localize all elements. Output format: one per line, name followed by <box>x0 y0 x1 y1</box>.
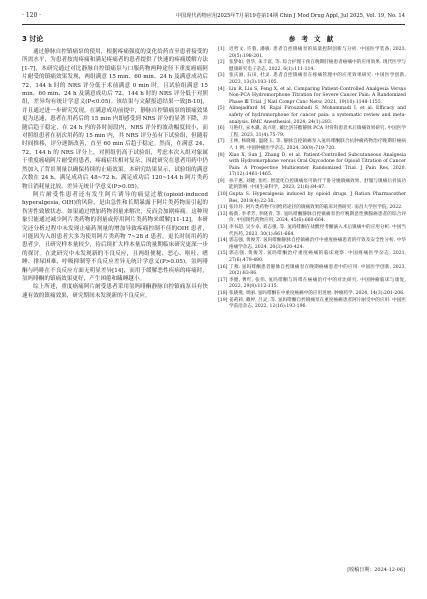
reference-text: 孙千惠, 刘婕, 张红. 智能化自控镇痛泵可助疗于卧分娩镇痛效果、舒服与镇痛后骨质功能的影响. 中国生命科学，2023, 21(6):84-87. <box>229 178 406 191</box>
reference-number: [4] <box>218 86 225 92</box>
reference-text: 张庆丽, 石田, 杜灵. 患者自控镇痛泵在疼痛管理中的应用效果研究. 中国医学创新, 2023, 13(3):103-105. <box>229 73 406 85</box>
reference-number: [16] <box>218 264 228 270</box>
reference-text: 迟哲文, 许蓉, 潘敏. 患者自控镇痛泵的质量控制创新与分析. 中国医学装备, 2023, 20(5):198-201. <box>229 47 406 59</box>
reference-item <box>218 47 406 60</box>
reference-number: [10] <box>218 192 228 198</box>
references-title: 参 考 文 献 <box>288 35 336 43</box>
reference-number: [9] <box>218 178 225 184</box>
page-number: · 120 · <box>22 12 42 19</box>
reference-text: 王林, 杨晓晴, 温晓玉, 等. 静脉自控镇痛泵入氢吗啡酮联合抗肿瘤药物治疗晚期肝癌病人 1 例. 中国肿瘤医学杂志, 2024, 30(9):719-720. <box>229 139 406 151</box>
reference-text: 李书超, 吴少卓, 刘志强, 等. 氢吗啡酮在盐酸羟考酮滴入术后镇痛中的应用分析. 中国当代医药, 2023, 30(1):661-664. <box>229 225 406 237</box>
reference-number: [3] <box>218 73 225 79</box>
received-date: [收稿日期：2024-12-06] <box>347 567 405 573</box>
reference-number: [2] <box>218 60 225 66</box>
reference-number: [14] <box>218 238 228 244</box>
page-header <box>22 10 405 25</box>
reference-item <box>218 87 406 107</box>
reference-number: [13] <box>218 225 228 231</box>
reference-text: 马艳红, 宋木骥, 高兴旺, 戴比洛芬酯静脉 PCA 对骨科患者术后镇痛效果研究. 中国医学工程, 2023, 31(4):75-79. <box>229 126 406 138</box>
reference-item <box>218 106 406 126</box>
discussion-paragraph: 阿片耐受性患者还有发生阿片诱导的痛觉过敏(opioid-induced hyperalgesia, OIH)的风险，是由急性和长期暴露于阿片类药物而引起的伤害性致敏状态。如果通过增加药物剂量来解决，反而会加剧疼痛。这种现象只能通过减少阿片类药物的剂量或停用阿片类药物来缓解[11-12]。本研究还分析过程中未发现止痛药剂量的增加导致疼痛控制不佳的OIH 患者，可能因为入组患者大多为使用阿片类药物 7~28 d 患者，更长时间用药的患者少，且研究样本量较少，待后续扩大样本量后的量期临床研究更深一步的探讨。在此研究中未发现新的不良反应，且两组便秘、恶心、呕吐、嗜睡、排尿困难、呼吸抑制等不良反应差异无统计学意义(P>0.05)。氢吗啡酮与吗啡在不良反应方面无明显差异[14]，而用于缓解恶性疾病的疼痛时，氢吗啡酮的镇痛效果更好，产生困倦和瞌睡越小。 <box>22 191 208 282</box>
journal-info: 中国现代药物应用2025年7月第19卷第14期 Chin J Mod Drug Appl, Jul 2025, Vol. 19, No. 14 <box>175 13 405 19</box>
reference-number: [6] <box>218 126 225 132</box>
reference-text: 郭志强, 黄俊芳. 氢吗啡酮静脉自控镇痛治疗中重度癌痛患者的疗效及安全性分析. 中华疼痛学杂志, 2024, 20(3):420-424. <box>229 238 406 250</box>
references-column <box>218 34 406 311</box>
reference-item <box>218 265 406 278</box>
reference-number: [5] <box>218 106 225 112</box>
reference-text: 张玲玲. 阿片类药物不同给药途径的镇痛效果的临床对照研究. 南昌大学医学院, 2022. <box>229 205 403 211</box>
discussion-paragraph: 通过静脉自控镇痛泵的使用，根据疼痛强度的变化给药直至患者接受的所需水平，为患者按需疼痛和满足疼痛者的患者提供了快速的疼痛缓解方法[1-7]，本研究通过对比静脉自控镇痛泵与口服药物两种途径下重度癌痛阿片耐受的镇痛效果发现，两组满意 15 min、60 min、24 h 及满意成功后 72、144 h 时的 NRS 评分低于术前满意 0 min 时，且试验组满意 15 min、60 min、24 h 及满意成功后 72、144 h 时的 NRS 评分低于对照组，差异均有统计学意义(P<0.05)。该结果与文献报道结果一致[8-10]，并且通过进一步研究发现，在满意成功前提中，静脉自控镇痛泵的镇痛效果更为迅速，患者在用药后的 15 min 内即感受到 NRS 评分的显著下降，并随后趋于稳定，在 24 h 内的各时间段内，NRS 评分的波动幅度较小，而对照组患者在初次用药的 15 min 内，其 NRS 评分虽有下试验组，但随着时间推移，评分逐渐改善，直至 60 min 后趋于稳定。然而，在满意 24、72、144 h 的 NRS 评分上，对照组仍高于试验组，考虑本次入组对象属于重度癌痛阿片耐受的患者，疼痛症状相对复杂，因此研究在患者用药中仍然加入了背景剂量以确保持续的止痛效果。本研究结果显示，试验组的满意次数在 24 h、满足成功后 48~72 h、满足成功后 120~144 h 阿片类药物日消耗量比较，差异无统计学意义(P>0.05)。 <box>22 49 208 190</box>
reference-number: [18] <box>218 290 228 296</box>
reference-number: [12] <box>218 211 228 217</box>
reference-text: 丁燕. 氢吗啡酮患者静脉自控镇痛泵在晚期癌痛患者中的应用. 中国医学创新, 2023, 20(2):83-86. <box>229 264 406 277</box>
reference-number: [8] <box>218 152 225 158</box>
reference-item <box>218 139 406 152</box>
reference-item <box>218 126 406 139</box>
reference-item <box>218 179 406 192</box>
reference-text: Lin R, Liu S, Feng X, et al. Comparing Patient-Controlled Analgesia Versus Non-PCA Hydromorphone Titration for Severe Cancer Pain: A Randomized Phase Ⅲ Trial. J Natl Compr Canc Netw, 2021, 19(10):1148-1155. <box>229 86 406 105</box>
reference-item <box>218 238 406 251</box>
discussion-column <box>22 34 208 300</box>
reference-list <box>218 47 406 311</box>
reference-item <box>218 225 406 238</box>
reference-item <box>218 153 406 179</box>
reference-number: [19] <box>218 297 228 303</box>
reference-text: Gupta S. Hyperalgesia induced by opioid drugs. J Ration Pharmacother Res, 2018(4):22-30. <box>229 192 406 204</box>
reference-number: [1] <box>218 47 225 52</box>
reference-number: [15] <box>218 251 228 257</box>
reference-text: 姜莉莉, 戴婷, 吕灵, 等. 氢吗啡酮自控镇痛泵在重度癌痛患者阿片耐受中的应用. 中国医学前沿杂志, 2022, 12(16):193-196. <box>229 297 406 310</box>
reference-item <box>218 278 406 291</box>
reference-item <box>218 205 406 212</box>
reference-text: Xiao X, Sun J, Zhang D, et al. Patient-Controlled Subcutaneous Analgesia with Hydromorphone versus Oral Oxycodone for Opioid Titration of Cancer Pain: A Prospective Multicenter Randomized Trial. J Pain Res, 2020, 17(12):1461-1465. <box>229 152 406 178</box>
reference-item <box>218 73 406 86</box>
reference-text: 郭志强, 黄俊芳. 氢吗啡酮治疗重度癌痛的临床观察. 中国疼痛医学杂志, 2021, 27(6):479-480. <box>229 251 406 263</box>
section-title: 3 讨论 <box>22 35 44 43</box>
discussion-paragraph: 综上所述，重度癌痛阿片耐受患者采用氢吗啡酮静脉自控镇痛泵具有快速有效的镇痛效果，研究期间未发现新的不良反应。 <box>22 284 208 299</box>
reference-item <box>218 60 406 73</box>
reference-number: [11] <box>218 205 228 211</box>
reference-item <box>218 212 406 225</box>
reference-number: [17] <box>218 277 228 283</box>
reference-item <box>218 251 406 264</box>
reference-item <box>218 192 406 205</box>
reference-text: 李健, 曹红, 张伟. 氢吗啡酮与吗啡在癌痛治疗中的对比研究. 中国肿瘤临床与康复, 2022, 29(8):112-115. <box>229 277 406 290</box>
reference-number: [7] <box>218 139 225 145</box>
reference-item <box>218 291 406 298</box>
reference-text: 张梦如, 曾华, 朱丰富, 等. 综合护理干预在晚期肝癌患者癌痛中的应用效果. 现代医学与健康研究电子杂志, 2022, 6(1):111-114. <box>229 60 406 72</box>
reference-text: 杨新, 李孝芳, 李晓青, 等. 氢吗啡酮静脉自控镇痛泵治疗晚期恶性胰腺癌患者的综合评价. 中国现代药物应用, 2024, 45(6):660-664. <box>229 211 406 224</box>
reference-item <box>218 298 406 311</box>
reference-text: 张晓燕, 周丽. 氢吗啡酮在中重度癌痛中的应用进展. 肿瘤药学, 2024, 14(3):201-206. <box>229 290 405 296</box>
reference-text: Alinejadfard M, Rajai Firouzabadi S, Mohammadi I, et al. Efficacy and safety of hydromorphone for cancer pain: a systematic review and meta-analysis. BMC Anesthesiol, 2024, 24(1):283. <box>229 106 406 125</box>
